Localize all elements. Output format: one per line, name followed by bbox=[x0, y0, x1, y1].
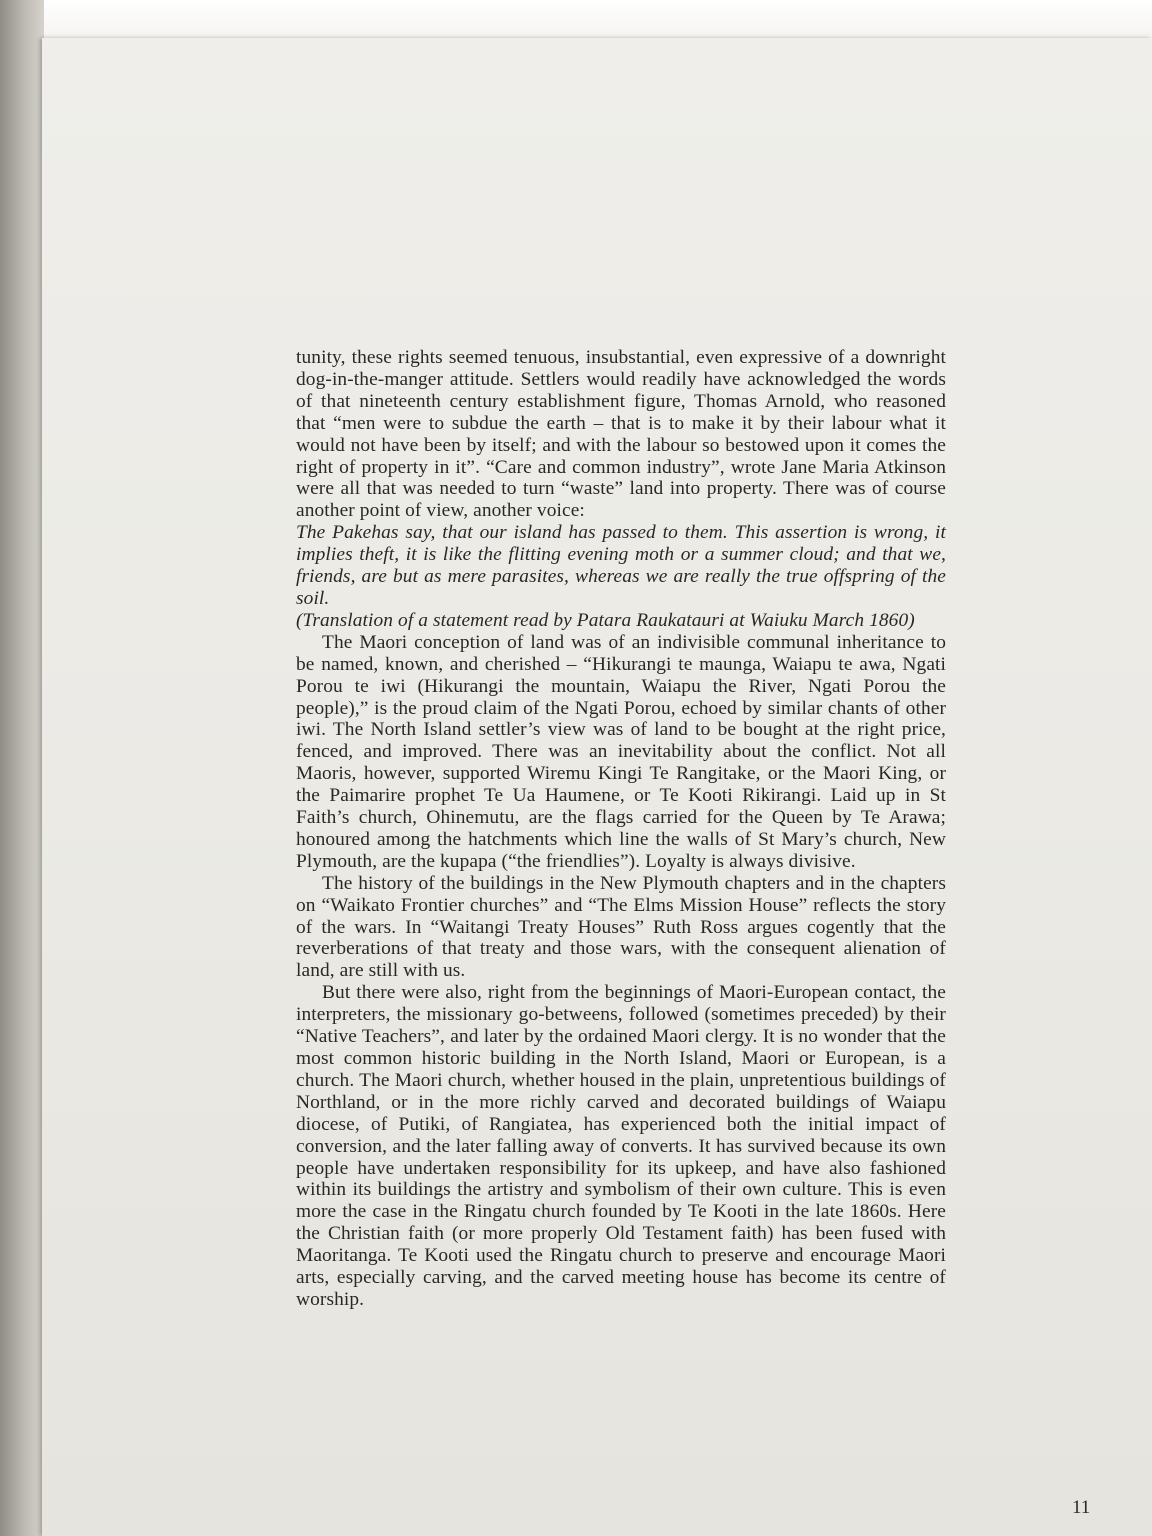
paragraph-2: The Maori conception of land was of an indivisible communal inheritance to be named, known, and cherished – “Hikurangi te maunga, Waiapu te awa, Ngati Porou te iwi (Hikurangi the mountain, Waiapu the River, Ngati Porou the people),” is the proud claim of the Ngati Porou, echoed by similar chants of other iwi. The North Island settler’s view was of land to be bought at the right price, fenced, and improved. There was an inevitability about the conflict. Not all Maoris, however, supported Wiremu Kingi Te Rangitake, or the Maori King, or the Paimarire prophet Te Ua Haumene, or Te Kooti Rikirangi. Laid up in St Faith’s church, Ohinemutu, are the flags carried for the Queen by Te Arawa; honoured among the hatchments which line the walls of St Mary’s church, New Plymouth, are the kupapa (“the friendlies”). Loyalty is always divisive. bbox=[296, 631, 946, 872]
body-text bbox=[296, 347, 946, 1311]
book-spine-shadow bbox=[0, 0, 44, 1536]
page-number: 11 bbox=[1072, 1497, 1091, 1518]
paragraph-4: But there were also, right from the beginnings of Maori-European contact, the interpreters, the missionary go-betweens, followed (sometimes preceded) by their “Native Teachers”, and later by the ordained Maori clergy. It is no wonder that the most common historic building in the North Island, Maori or European, is a church. The Maori church, whether housed in the plain, unpretentious buildings of Northland, or in the more richly carved and decorated buildings of Waiapu diocese, of Putiki, of Rangiatea, has experienced both the initial impact of conversion, and the later falling away of converts. It has survived because its own people have undertaken responsibility for its upkeep, and have also fashioned within its buildings the artistry and symbolism of their own culture. This is even more the case in the Ringatu church founded by Te Kooti in the late 1860s. Here the Christian faith (or more properly Old Testament faith) has been fused with Maoritanga. Te Kooti used the Ringatu church to preserve and encourage Maori arts, especially carving, and the carved meeting house has become its centre of worship. bbox=[296, 982, 946, 1310]
paragraph-3: The history of the buildings in the New Plymouth chapters and in the chapters on “Waikato Frontier churches” and “The Elms Mission House” reflects the story of the wars. In “Waitangi Treaty Houses” Ruth Ross argues cogently that the reverberations of that treaty and those wars, with the consequent alienation of land, are still with us. bbox=[296, 872, 946, 982]
block-quote: The Pakehas say, that our island has passed to them. This assertion is wrong, it implies theft, it is like the flitting evening moth or a summer cloud; and that we, friends, are but as mere parasites, whereas we are really the true offspring of the soil. bbox=[296, 522, 946, 609]
book-page bbox=[42, 38, 1152, 1536]
quote-source: (Translation of a statement read by Patara Raukatauri at Waiuku March 1860) bbox=[296, 609, 915, 631]
background-strip bbox=[0, 0, 1152, 40]
paragraph-1: tunity, these rights seemed tenuous, insubstantial, even expressive of a downright dog-in-the-manger attitude. Settlers would readily have acknowledged the words of that nineteenth century establishment figure, Thomas Arnold, who reasoned that “men were to subdue the earth – that is to make it by their labour what it would not have been by itself; and with the labour so bestowed upon it comes the right of property in it”. “Care and common industry”, wrote Jane Maria Atkinson were all that was needed to turn “waste” land into property. There was of course another point of view, another voice: bbox=[296, 347, 946, 522]
